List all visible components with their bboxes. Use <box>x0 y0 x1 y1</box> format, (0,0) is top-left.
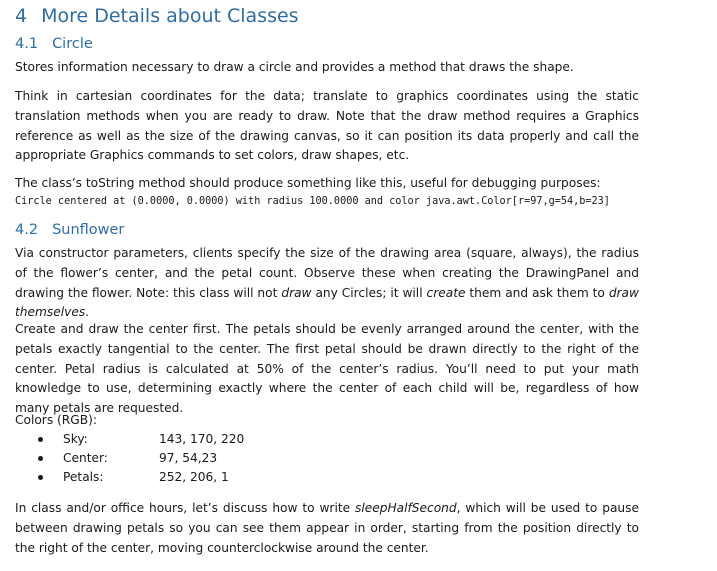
color-value: 143, 170, 220 <box>159 432 245 446</box>
subsection-title: Circle <box>52 36 93 52</box>
text-run: them and ask them to <box>465 285 609 300</box>
section-title: More Details about Classes <box>41 5 299 27</box>
text-run: . <box>85 305 90 320</box>
emphasis-draw-themselves: draw themselves <box>15 285 639 320</box>
color-value: 97, 54,23 <box>159 451 218 465</box>
sunflower-paragraph-1 <box>15 244 639 323</box>
subsection-heading-circle <box>15 36 93 52</box>
emphasis-create: create <box>426 285 466 300</box>
text-run: any Circles; it will <box>311 285 427 300</box>
section-number: 4 <box>15 5 28 27</box>
text-run: , which will be used to pause between drawing petals so you can see them appear in order, starting from the position directly to the right of the center, moving counterclockwise around the center. <box>15 501 639 555</box>
circle-paragraph-3: The class’s toString method should produce something like this, useful for debugging purposes: <box>15 176 601 190</box>
sunflower-paragraph-2: Create and draw the center first. The petals should be evenly arranged around the center, with the petals exactly tangential to the center. The first petal should be drawn directly to the right of the center. Petal radius is calculated at 50% of the center’s radius. You’ll need to put your math knowledge to use, determining exactly where the center of each child will be, regardless of how many petals are requested. <box>15 322 639 416</box>
color-value: 252, 206, 1 <box>159 470 229 484</box>
emphasis-draw: draw <box>281 285 312 300</box>
subsection-number: 4.1 <box>15 36 39 52</box>
section-heading <box>15 5 299 27</box>
circle-paragraph-1: Stores information necessary to draw a circle and provides a method that draws the shape. <box>15 60 574 74</box>
subsection-heading-sunflower <box>15 222 124 238</box>
text-run: Via constructor parameters, clients specify the size of the drawing area (square, always), the radius of the flower’s center, and the petal count. Observe these when creating the DrawingPanel and drawing the flower. Note: this class will not <box>15 246 639 300</box>
color-name: Sky: <box>63 432 88 446</box>
emphasis-sleep-half-second: sleepHalfSecond <box>355 501 457 515</box>
circle-paragraph-2: Think in cartesian coordinates for the data; translate to graphics coordinates using the static translation methods when you are ready to draw. Note that the draw method requires a Graphics reference as well as the size of the drawing canvas, so it can position its data properly and call the appropriate Graphics commands to set colors, draw shapes, etc. <box>15 89 639 163</box>
color-name: Center: <box>63 451 108 465</box>
sunflower-paragraph-3 <box>15 499 639 558</box>
colors-label: Colors (RGB): <box>15 413 97 427</box>
text-run: In class and/or office hours, let’s discuss how to write <box>15 501 355 515</box>
code-sample: Circle centered at (0.0000, 0.0000) with radius 100.0000 and color java.awt.Color[r=97,g=54,b=23] <box>15 196 610 207</box>
color-name: Petals: <box>63 470 104 484</box>
subsection-title: Sunflower <box>52 222 125 238</box>
subsection-number: 4.2 <box>15 222 39 238</box>
